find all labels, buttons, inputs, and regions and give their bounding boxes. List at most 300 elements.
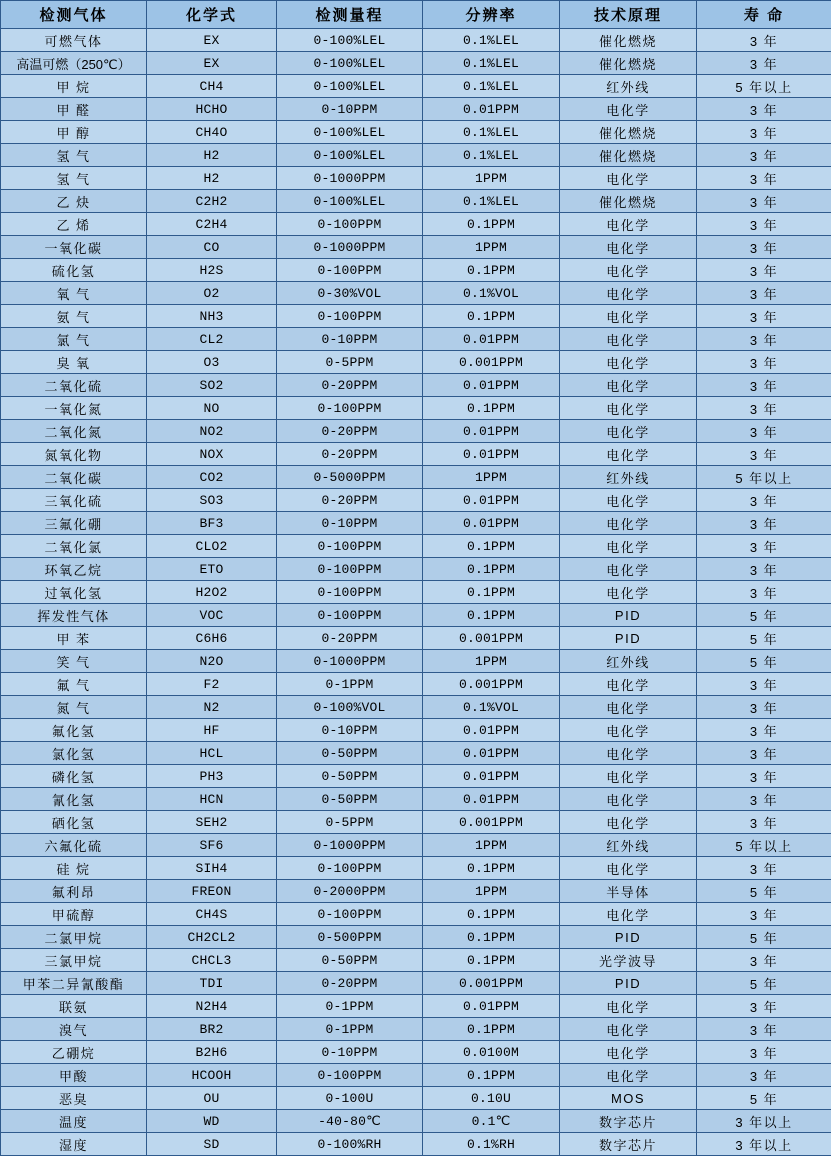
cell-principle: 电化学 — [560, 558, 697, 581]
cell-principle: 红外线 — [560, 650, 697, 673]
table-row — [1, 98, 831, 121]
cell-resolution: 0.1PPM — [423, 305, 560, 328]
cell-range: 0-20PPM — [277, 627, 423, 650]
cell-range: 0-100%RH — [277, 1133, 423, 1156]
table-row — [1, 1087, 831, 1110]
cell-lifetime: 5 年 — [697, 627, 831, 650]
cell-range: 0-100PPM — [277, 259, 423, 282]
cell-principle: 电化学 — [560, 282, 697, 305]
cell-range: 0-100PPM — [277, 581, 423, 604]
cell-formula: HCL — [147, 742, 277, 765]
cell-gas: 湿度 — [1, 1133, 147, 1156]
cell-lifetime: 3 年 — [697, 328, 831, 351]
cell-principle: 光学波导 — [560, 949, 697, 972]
cell-resolution: 0.1%VOL — [423, 282, 560, 305]
cell-gas: 恶臭 — [1, 1087, 147, 1110]
cell-formula: SIH4 — [147, 857, 277, 880]
cell-principle: 催化燃烧 — [560, 190, 697, 213]
cell-formula: O3 — [147, 351, 277, 374]
cell-lifetime: 3 年 — [697, 857, 831, 880]
column-header-gas: 检测气体 — [1, 1, 147, 29]
cell-range: 0-100%LEL — [277, 190, 423, 213]
table-row — [1, 581, 831, 604]
table-row — [1, 1018, 831, 1041]
cell-lifetime: 3 年 — [697, 788, 831, 811]
cell-principle: 电化学 — [560, 259, 697, 282]
cell-principle: 数字芯片 — [560, 1110, 697, 1133]
cell-principle: 电化学 — [560, 1064, 697, 1087]
cell-lifetime: 3 年以上 — [697, 1110, 831, 1133]
cell-lifetime: 3 年 — [697, 397, 831, 420]
table-row — [1, 443, 831, 466]
cell-formula: CL2 — [147, 328, 277, 351]
cell-range: 0-100%LEL — [277, 52, 423, 75]
table-row — [1, 650, 831, 673]
cell-formula: CHCL3 — [147, 949, 277, 972]
cell-range: 0-50PPM — [277, 765, 423, 788]
cell-lifetime: 3 年 — [697, 190, 831, 213]
column-header-formula: 化学式 — [147, 1, 277, 29]
cell-formula: NO2 — [147, 420, 277, 443]
table-row — [1, 604, 831, 627]
cell-principle: 电化学 — [560, 236, 697, 259]
cell-resolution: 0.01PPM — [423, 443, 560, 466]
cell-principle: 电化学 — [560, 167, 697, 190]
cell-formula: NH3 — [147, 305, 277, 328]
cell-range: 0-100PPM — [277, 305, 423, 328]
table-row — [1, 558, 831, 581]
table-row — [1, 903, 831, 926]
cell-range: 0-100U — [277, 1087, 423, 1110]
cell-formula: B2H6 — [147, 1041, 277, 1064]
table-row — [1, 811, 831, 834]
cell-lifetime: 3 年 — [697, 1064, 831, 1087]
cell-formula: CH4O — [147, 121, 277, 144]
cell-lifetime: 3 年 — [697, 236, 831, 259]
cell-lifetime: 5 年 — [697, 650, 831, 673]
cell-formula: PH3 — [147, 765, 277, 788]
cell-principle: 电化学 — [560, 305, 697, 328]
cell-formula: HF — [147, 719, 277, 742]
cell-lifetime: 3 年 — [697, 581, 831, 604]
cell-principle: 电化学 — [560, 420, 697, 443]
cell-range: 0-100PPM — [277, 535, 423, 558]
cell-gas: 三氟化硼 — [1, 512, 147, 535]
cell-formula: O2 — [147, 282, 277, 305]
table-row — [1, 351, 831, 374]
cell-lifetime: 5 年以上 — [697, 75, 831, 98]
column-header-lifetime: 寿 命 — [697, 1, 831, 29]
cell-range: 0-1PPM — [277, 673, 423, 696]
cell-principle: 电化学 — [560, 443, 697, 466]
cell-resolution: 0.01PPM — [423, 489, 560, 512]
cell-formula: SF6 — [147, 834, 277, 857]
table-row — [1, 673, 831, 696]
cell-resolution: 0.1PPM — [423, 581, 560, 604]
cell-principle: 电化学 — [560, 98, 697, 121]
cell-range: 0-20PPM — [277, 420, 423, 443]
column-header-principle: 技术原理 — [560, 1, 697, 29]
cell-range: 0-100PPM — [277, 558, 423, 581]
cell-lifetime: 3 年 — [697, 144, 831, 167]
cell-lifetime: 3 年 — [697, 995, 831, 1018]
cell-resolution: 0.01PPM — [423, 512, 560, 535]
cell-principle: 电化学 — [560, 374, 697, 397]
table-row — [1, 995, 831, 1018]
cell-gas: 三氯甲烷 — [1, 949, 147, 972]
cell-principle: MOS — [560, 1087, 697, 1110]
cell-formula: SD — [147, 1133, 277, 1156]
cell-resolution: 0.01PPM — [423, 995, 560, 1018]
cell-formula: HCHO — [147, 98, 277, 121]
cell-resolution: 0.001PPM — [423, 673, 560, 696]
cell-lifetime: 3 年 — [697, 374, 831, 397]
cell-principle: PID — [560, 604, 697, 627]
cell-principle: 催化燃烧 — [560, 52, 697, 75]
cell-range: 0-10PPM — [277, 719, 423, 742]
table-header — [1, 1, 831, 29]
cell-formula: H2O2 — [147, 581, 277, 604]
cell-principle: 电化学 — [560, 213, 697, 236]
cell-principle: 红外线 — [560, 834, 697, 857]
cell-principle: PID — [560, 972, 697, 995]
cell-range: 0-5000PPM — [277, 466, 423, 489]
cell-range: 0-50PPM — [277, 742, 423, 765]
cell-formula: H2 — [147, 144, 277, 167]
cell-resolution: 0.1%RH — [423, 1133, 560, 1156]
cell-gas: 氟 气 — [1, 673, 147, 696]
cell-range: 0-50PPM — [277, 949, 423, 972]
cell-range: 0-100PPM — [277, 397, 423, 420]
cell-formula: C2H4 — [147, 213, 277, 236]
cell-lifetime: 3 年以上 — [697, 1133, 831, 1156]
cell-range: 0-2000PPM — [277, 880, 423, 903]
cell-lifetime: 3 年 — [697, 765, 831, 788]
cell-formula: WD — [147, 1110, 277, 1133]
cell-principle: 电化学 — [560, 535, 697, 558]
cell-resolution: 1PPM — [423, 167, 560, 190]
cell-gas: 乙 炔 — [1, 190, 147, 213]
cell-principle: 电化学 — [560, 489, 697, 512]
cell-gas: 挥发性气体 — [1, 604, 147, 627]
cell-range: 0-500PPM — [277, 926, 423, 949]
cell-principle: 电化学 — [560, 995, 697, 1018]
cell-lifetime: 3 年 — [697, 512, 831, 535]
cell-gas: 过氧化氢 — [1, 581, 147, 604]
cell-resolution: 0.1PPM — [423, 604, 560, 627]
table-row — [1, 328, 831, 351]
cell-resolution: 0.01PPM — [423, 420, 560, 443]
cell-gas: 六氟化硫 — [1, 834, 147, 857]
cell-principle: 电化学 — [560, 742, 697, 765]
cell-formula: TDI — [147, 972, 277, 995]
cell-principle: 电化学 — [560, 1018, 697, 1041]
cell-range: 0-20PPM — [277, 374, 423, 397]
cell-resolution: 0.1%LEL — [423, 52, 560, 75]
cell-resolution: 0.1PPM — [423, 397, 560, 420]
cell-principle: 电化学 — [560, 903, 697, 926]
cell-formula: EX — [147, 29, 277, 52]
cell-gas: 可燃气体 — [1, 29, 147, 52]
cell-lifetime: 3 年 — [697, 52, 831, 75]
cell-lifetime: 3 年 — [697, 305, 831, 328]
cell-resolution: 0.1PPM — [423, 259, 560, 282]
cell-gas: 氟化氢 — [1, 719, 147, 742]
cell-formula: HCOOH — [147, 1064, 277, 1087]
table-row — [1, 489, 831, 512]
cell-lifetime: 3 年 — [697, 420, 831, 443]
cell-principle: 电化学 — [560, 788, 697, 811]
table-body — [1, 29, 831, 1156]
cell-range: 0-100PPM — [277, 1064, 423, 1087]
cell-range: 0-1PPM — [277, 995, 423, 1018]
table-row — [1, 144, 831, 167]
cell-principle: 催化燃烧 — [560, 29, 697, 52]
cell-resolution: 0.1℃ — [423, 1110, 560, 1133]
table-row — [1, 1041, 831, 1064]
table-row — [1, 880, 831, 903]
cell-gas: 氧 气 — [1, 282, 147, 305]
cell-gas: 环氧乙烷 — [1, 558, 147, 581]
table-row — [1, 190, 831, 213]
cell-range: 0-100%LEL — [277, 29, 423, 52]
table-row — [1, 282, 831, 305]
table-row — [1, 305, 831, 328]
cell-principle: 红外线 — [560, 75, 697, 98]
table-row — [1, 121, 831, 144]
cell-resolution: 0.1PPM — [423, 949, 560, 972]
cell-gas: 温度 — [1, 1110, 147, 1133]
cell-resolution: 0.10U — [423, 1087, 560, 1110]
cell-resolution: 0.1PPM — [423, 558, 560, 581]
cell-resolution: 0.1PPM — [423, 857, 560, 880]
cell-principle: 数字芯片 — [560, 1133, 697, 1156]
cell-formula: N2H4 — [147, 995, 277, 1018]
table-row — [1, 972, 831, 995]
cell-range: 0-20PPM — [277, 972, 423, 995]
cell-gas: 高温可燃（250℃） — [1, 52, 147, 75]
cell-resolution: 0.1PPM — [423, 535, 560, 558]
table-row — [1, 466, 831, 489]
cell-lifetime: 3 年 — [697, 742, 831, 765]
cell-lifetime: 3 年 — [697, 167, 831, 190]
cell-lifetime: 5 年 — [697, 926, 831, 949]
cell-principle: 电化学 — [560, 857, 697, 880]
cell-lifetime: 3 年 — [697, 351, 831, 374]
cell-resolution: 0.1%LEL — [423, 190, 560, 213]
cell-gas: 甲 醛 — [1, 98, 147, 121]
cell-principle: 电化学 — [560, 765, 697, 788]
cell-resolution: 0.1%LEL — [423, 144, 560, 167]
cell-lifetime: 3 年 — [697, 903, 831, 926]
cell-range: 0-100PPM — [277, 857, 423, 880]
cell-resolution: 0.1PPM — [423, 903, 560, 926]
cell-principle: 电化学 — [560, 811, 697, 834]
cell-formula: F2 — [147, 673, 277, 696]
cell-gas: 乙硼烷 — [1, 1041, 147, 1064]
cell-resolution: 0.001PPM — [423, 351, 560, 374]
cell-formula: C2H2 — [147, 190, 277, 213]
cell-gas: 甲苯二异氰酸酯 — [1, 972, 147, 995]
cell-gas: 乙 烯 — [1, 213, 147, 236]
cell-gas: 氰化氢 — [1, 788, 147, 811]
table-row — [1, 1064, 831, 1087]
cell-formula: N2 — [147, 696, 277, 719]
cell-formula: SO3 — [147, 489, 277, 512]
table-row — [1, 627, 831, 650]
cell-resolution: 0.1PPM — [423, 1018, 560, 1041]
cell-range: 0-10PPM — [277, 98, 423, 121]
cell-gas: 二氧化氯 — [1, 535, 147, 558]
cell-gas: 二氧化碳 — [1, 466, 147, 489]
cell-principle: 电化学 — [560, 1041, 697, 1064]
cell-lifetime: 3 年 — [697, 443, 831, 466]
cell-range: 0-100%LEL — [277, 75, 423, 98]
cell-formula: CO — [147, 236, 277, 259]
cell-lifetime: 5 年 — [697, 880, 831, 903]
table-row — [1, 535, 831, 558]
table-row — [1, 29, 831, 52]
cell-gas: 甲硫醇 — [1, 903, 147, 926]
cell-lifetime: 5 年 — [697, 972, 831, 995]
cell-gas: 磷化氢 — [1, 765, 147, 788]
table-row — [1, 696, 831, 719]
cell-principle: 电化学 — [560, 581, 697, 604]
cell-formula: HCN — [147, 788, 277, 811]
cell-formula: C6H6 — [147, 627, 277, 650]
cell-principle: PID — [560, 627, 697, 650]
cell-gas: 一氧化氮 — [1, 397, 147, 420]
cell-formula: BF3 — [147, 512, 277, 535]
cell-lifetime: 3 年 — [697, 282, 831, 305]
cell-range: 0-1000PPM — [277, 236, 423, 259]
cell-resolution: 0.01PPM — [423, 374, 560, 397]
cell-range: 0-10PPM — [277, 1041, 423, 1064]
cell-principle: 电化学 — [560, 397, 697, 420]
table-row — [1, 420, 831, 443]
cell-range: 0-30%VOL — [277, 282, 423, 305]
table-row — [1, 167, 831, 190]
cell-formula: H2 — [147, 167, 277, 190]
cell-range: 0-10PPM — [277, 328, 423, 351]
cell-resolution: 0.1%VOL — [423, 696, 560, 719]
cell-formula: SEH2 — [147, 811, 277, 834]
cell-resolution: 0.001PPM — [423, 811, 560, 834]
cell-gas: 二氧化氮 — [1, 420, 147, 443]
cell-principle: 电化学 — [560, 696, 697, 719]
cell-gas: 二氯甲烷 — [1, 926, 147, 949]
cell-lifetime: 3 年 — [697, 535, 831, 558]
cell-gas: 硅 烷 — [1, 857, 147, 880]
cell-gas: 氨 气 — [1, 305, 147, 328]
cell-formula: CLO2 — [147, 535, 277, 558]
cell-principle: 电化学 — [560, 328, 697, 351]
cell-lifetime: 5 年以上 — [697, 834, 831, 857]
cell-formula: VOC — [147, 604, 277, 627]
cell-lifetime: 3 年 — [697, 259, 831, 282]
column-header-resolution: 分辨率 — [423, 1, 560, 29]
cell-gas: 甲酸 — [1, 1064, 147, 1087]
column-header-range: 检测量程 — [277, 1, 423, 29]
cell-lifetime: 3 年 — [697, 1018, 831, 1041]
cell-formula: NO — [147, 397, 277, 420]
cell-gas: 氯 气 — [1, 328, 147, 351]
table-row — [1, 512, 831, 535]
table-row — [1, 374, 831, 397]
cell-gas: 三氧化硫 — [1, 489, 147, 512]
cell-range: -40-80℃ — [277, 1110, 423, 1133]
table-row — [1, 52, 831, 75]
cell-formula: CO2 — [147, 466, 277, 489]
cell-formula: H2S — [147, 259, 277, 282]
cell-resolution: 0.01PPM — [423, 765, 560, 788]
cell-gas: 氟利昂 — [1, 880, 147, 903]
cell-formula: FREON — [147, 880, 277, 903]
cell-resolution: 1PPM — [423, 834, 560, 857]
cell-lifetime: 3 年 — [697, 673, 831, 696]
cell-lifetime: 5 年 — [697, 1087, 831, 1110]
cell-resolution: 1PPM — [423, 880, 560, 903]
table-row — [1, 259, 831, 282]
table-row — [1, 857, 831, 880]
cell-formula: NOX — [147, 443, 277, 466]
cell-lifetime: 3 年 — [697, 811, 831, 834]
cell-lifetime: 3 年 — [697, 696, 831, 719]
cell-resolution: 0.1PPM — [423, 926, 560, 949]
cell-principle: 电化学 — [560, 512, 697, 535]
cell-principle: 催化燃烧 — [560, 144, 697, 167]
cell-gas: 二氧化硫 — [1, 374, 147, 397]
cell-lifetime: 5 年以上 — [697, 466, 831, 489]
cell-range: 0-20PPM — [277, 489, 423, 512]
cell-range: 0-20PPM — [277, 443, 423, 466]
cell-resolution: 0.01PPM — [423, 328, 560, 351]
cell-principle: 催化燃烧 — [560, 121, 697, 144]
cell-resolution: 0.01PPM — [423, 98, 560, 121]
cell-resolution: 0.0100M — [423, 1041, 560, 1064]
cell-range: 0-10PPM — [277, 512, 423, 535]
cell-resolution: 0.1%LEL — [423, 29, 560, 52]
cell-formula: N2O — [147, 650, 277, 673]
cell-gas: 一氧化碳 — [1, 236, 147, 259]
cell-resolution: 0.001PPM — [423, 972, 560, 995]
table-row — [1, 236, 831, 259]
cell-range: 0-50PPM — [277, 788, 423, 811]
cell-resolution: 0.01PPM — [423, 742, 560, 765]
cell-resolution: 1PPM — [423, 236, 560, 259]
cell-formula: BR2 — [147, 1018, 277, 1041]
cell-principle: 电化学 — [560, 719, 697, 742]
cell-resolution: 0.1PPM — [423, 213, 560, 236]
cell-resolution: 0.001PPM — [423, 627, 560, 650]
cell-gas: 联氨 — [1, 995, 147, 1018]
cell-formula: CH2CL2 — [147, 926, 277, 949]
table-row — [1, 742, 831, 765]
cell-formula: CH4 — [147, 75, 277, 98]
cell-formula: SO2 — [147, 374, 277, 397]
cell-resolution: 1PPM — [423, 650, 560, 673]
cell-range: 0-100%LEL — [277, 144, 423, 167]
cell-resolution: 1PPM — [423, 466, 560, 489]
table-row — [1, 75, 831, 98]
cell-gas: 甲 烷 — [1, 75, 147, 98]
cell-principle: 电化学 — [560, 351, 697, 374]
cell-gas: 溴气 — [1, 1018, 147, 1041]
table-row — [1, 765, 831, 788]
table-row — [1, 949, 831, 972]
table-row — [1, 1133, 831, 1156]
table-row — [1, 1110, 831, 1133]
